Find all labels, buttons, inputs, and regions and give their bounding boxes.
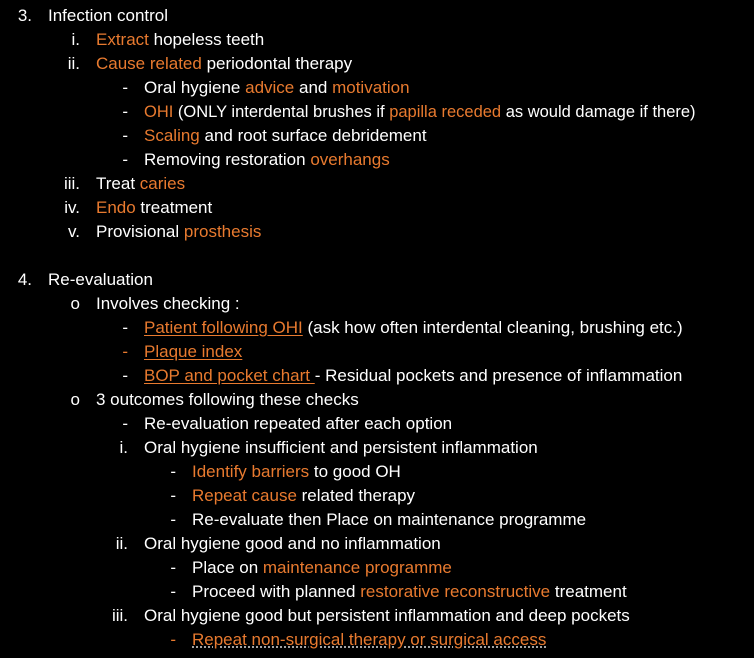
list-item: Oral hygiene good but persistent inflammation and deep pockets — [144, 606, 630, 625]
dash-marker: - — [122, 366, 128, 385]
list-item: Scaling and root surface debridement — [144, 126, 427, 145]
list-item: Identify barriers to good OH — [192, 462, 401, 481]
check-link[interactable]: BOP and pocket chart — [144, 366, 315, 385]
list-item: Proceed with planned restorative reconstructive treatment — [192, 582, 627, 601]
list-item: Oral hygiene good and no inflammation — [144, 534, 441, 553]
list-item: Extract hopeless teeth — [96, 30, 265, 49]
list-item: OHI (ONLY interdental brushes if papilla receded as would damage if there) — [144, 103, 696, 121]
bullet-marker: o — [70, 390, 80, 409]
section3-title: Infection control — [48, 6, 169, 25]
dash-marker: - — [122, 126, 128, 145]
list-item: Treat caries — [96, 174, 186, 193]
section4-title: Re-evaluation — [48, 270, 153, 289]
list-marker: iii. — [111, 606, 128, 625]
list-marker: ii. — [67, 54, 80, 73]
list-marker: v. — [68, 222, 80, 241]
dash-marker: - — [122, 78, 128, 97]
list-item: Re-evaluate then Place on maintenance programme — [192, 510, 587, 529]
list-item: Place on maintenance programme — [192, 558, 452, 577]
list-item — [144, 341, 242, 363]
dash-marker: - — [122, 102, 128, 121]
list-item: Repeat non-surgical therapy or surgical access — [192, 630, 547, 649]
list-item: Removing restoration overhangs — [144, 150, 390, 169]
section4-number: 4. — [17, 270, 32, 289]
list-item: Re-evaluation repeated after each option — [144, 414, 453, 433]
list-marker: ii. — [115, 534, 128, 553]
dash-marker: - — [170, 630, 176, 649]
list-marker: i. — [119, 438, 128, 457]
list-item: Involves checking : — [96, 294, 240, 313]
dash-marker: - — [170, 462, 176, 481]
list-item: Repeat cause related therapy — [192, 486, 416, 505]
dash-marker: - — [122, 150, 128, 169]
list-marker: iii. — [63, 174, 80, 193]
list-item: Provisional prosthesis — [96, 222, 262, 241]
list-item: Oral hygiene advice and motivation — [144, 78, 410, 97]
list-marker: iv. — [64, 198, 80, 217]
list-item: Endo treatment — [96, 198, 213, 217]
dash-marker: - — [170, 510, 176, 529]
list-item: Oral hygiene insufficient and persistent inflammation — [144, 438, 538, 457]
check-link[interactable]: Plaque index — [144, 342, 243, 361]
dash-marker: - — [170, 486, 176, 505]
dash-marker: - — [170, 558, 176, 577]
check-link[interactable]: Patient following OHI — [144, 318, 303, 337]
list-item: 3 outcomes following these checks — [96, 390, 359, 409]
section3-number: 3. — [17, 6, 32, 25]
dash-marker: - — [122, 414, 128, 433]
dash-marker: - — [122, 318, 128, 337]
dash-marker: - — [170, 582, 176, 601]
bullet-marker: o — [70, 294, 80, 313]
list-item: BOP and pocket chart - Residual pockets and presence of inflammation — [144, 366, 683, 385]
list-marker: i. — [71, 30, 80, 49]
list-item: Patient following OHI (ask how often interdental cleaning, brushing etc.) — [144, 318, 683, 337]
dash-marker: - — [122, 342, 128, 361]
list-item: Cause related periodontal therapy — [96, 54, 353, 73]
